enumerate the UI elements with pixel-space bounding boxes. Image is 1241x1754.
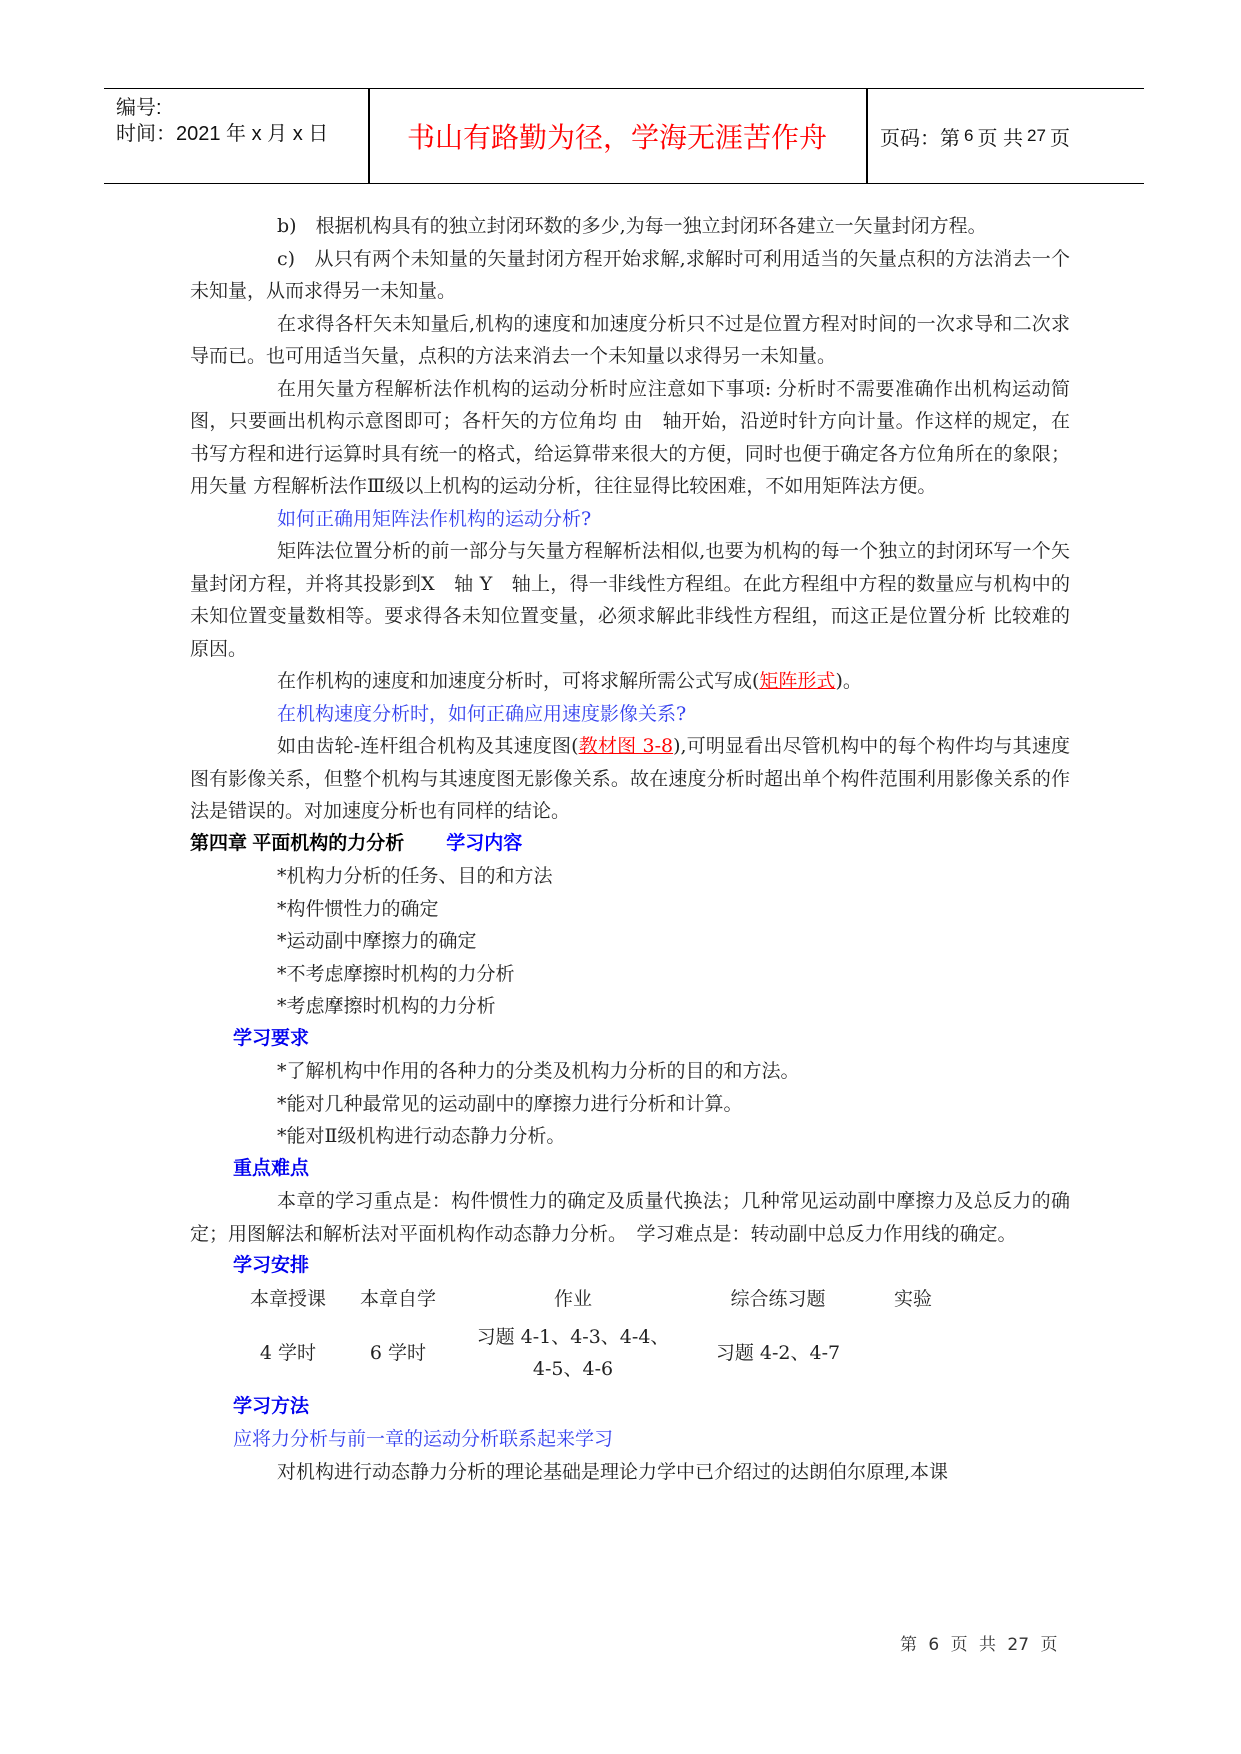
- page-prefix: 页码：第: [880, 127, 960, 150]
- list-item: *运动副中摩擦力的确定: [277, 930, 477, 952]
- page-mid: 页 共: [977, 127, 1024, 150]
- header-page-number: [870, 89, 1070, 183]
- list-item: *不考虑摩擦时机构的力分析: [277, 962, 515, 985]
- paragraph: 在求得各杆矢未知量后,机构的速度和加速度分析只不过是位置方程对时间的一次求导和二次求导而已。也可用适当矢量，点积的方法来消去一个未知量以求得另一未知量。: [190, 312, 1070, 367]
- paragraph: 矩阵法位置分析的前一部分与矢量方程解析法相似,也要为机构的每一个独立的封闭环写一个矢量封闭方程，并将其投影到X 轴 Y 轴上，得一非线性方程组。在此方程组中方程的数量应与机构中的未知位置变量数相等。要求得各未知位置变量，必须求解此非线性方程组，而这正是位置分析 比较难的原因。: [190, 540, 1070, 660]
- list-item: *了解机构中作用的各种力的分类及机构力分析的目的和方法。: [277, 1060, 800, 1082]
- page-suffix: 页: [1049, 127, 1070, 150]
- list-item: *能对几种最常见的运动副中的摩擦力进行分析和计算。: [277, 1092, 743, 1115]
- header-meta: [116, 95, 328, 147]
- paragraph: [190, 665, 1070, 698]
- content-list: [190, 860, 1070, 1023]
- text: 在作机构的速度和加速度分析时，可将求解所需公式写成(: [277, 670, 760, 692]
- text: )。: [835, 670, 862, 692]
- header-motto: 书山有路勤为径，学海无涯苦作舟: [406, 122, 827, 153]
- table-header: 综合练习题: [730, 1287, 826, 1310]
- requirements-list: [190, 1055, 1070, 1153]
- textbook-figure-link[interactable]: 教材图 3-8: [578, 735, 674, 757]
- paragraph-c: c) 从只有两个未知量的矢量封闭方程开始求解,求解时可利用适当的矢量点积的方法消去一个未知量，从而求得另一未知量。: [190, 247, 1070, 302]
- list-item: *构件惯性力的确定: [277, 897, 439, 920]
- document-number-label: 编号:: [116, 97, 162, 119]
- page-total: 27: [1027, 126, 1046, 145]
- table-header: 本章授课: [249, 1287, 326, 1310]
- table-header: 作业: [553, 1287, 592, 1310]
- question-heading: 如何正确用矩阵法作机构的运动分析?: [277, 507, 592, 530]
- document-body: [190, 210, 1070, 1488]
- section-key-points-heading: 重点难点: [233, 1157, 310, 1179]
- section-schedule-heading: 学习安排: [233, 1255, 310, 1276]
- table-cell: 6 学时: [369, 1341, 427, 1364]
- method-paragraph: 对机构进行动态静力分析的理论基础是理论力学中已介绍过的达朗伯尔原理,本课: [277, 1460, 949, 1483]
- table-cell: [863, 1315, 963, 1391]
- text: 如由齿轮-连杆组合机构及其速度图(: [277, 735, 579, 757]
- page-footer: 第 6 页 共 27 页: [900, 1635, 1058, 1655]
- chapter-title: 第四章 平面机构的力分析: [190, 832, 405, 854]
- header-divider: [866, 89, 868, 183]
- list-item: *机构力分析的任务、目的和方法: [277, 865, 553, 887]
- paragraph-b: b) 根据机构具有的独立封闭环数的多少,为每一独立封闭环各建立一矢量封闭方程。: [277, 215, 987, 237]
- table-cell: 习题 4-2、4-7: [715, 1341, 841, 1364]
- document-date: 时间：2021 年 x 月 x 日: [116, 123, 329, 145]
- schedule-table: [233, 1283, 963, 1391]
- table-header: 实验: [893, 1287, 932, 1310]
- table-row: [233, 1315, 963, 1391]
- table-header: 本章自学: [359, 1287, 436, 1310]
- question-heading: 在机构速度分析时，如何正确应用速度影像关系?: [277, 702, 687, 725]
- text: ),可明显看出尽管机构中的每个构件均与其速度图有影像关系，但整个机构与其速度图无影像关系。故在速度分析时超出单个构件范围利用影像关系的作法是错误的。对加速度分析也有同样的结论。: [190, 735, 1070, 822]
- table-cell: 习题 4-1、4-3、4-4、 4-5、4-6: [476, 1325, 670, 1380]
- key-points-paragraph: 本章的学习重点是：构件惯性力的确定及质量代换法；几种常见运动副中摩擦力及总反力的确定；用图解法和解析法对平面机构作动态静力分析。 学习难点是：转动副中总反力作用线的确定。: [190, 1190, 1070, 1245]
- table-header-row: [233, 1283, 963, 1315]
- page-current: 6: [964, 126, 974, 145]
- page-header: [104, 88, 1144, 184]
- section-requirements-heading: 学习要求: [233, 1027, 310, 1049]
- list-item: *考虑摩擦时机构的力分析: [277, 995, 496, 1017]
- paragraph: 在用矢量方程解析法作机构的运动分析时应注意如下事项: 分析时不需要准确作出机构运动简图，只要画出机构示意图即可；各杆矢的方位角均 由 轴开始，沿逆时针方向计量。作这样的规定，在书写方程和进行运算时具有统一的格式，给运算带来很大的方便，同时也便于确定各方位角所在的象限；用矢量 方程解析法作Ⅲ级以上机构的运动分析，往往显得比较困难，不如用矩阵法方便。: [190, 377, 1070, 497]
- chapter-heading: [190, 828, 1070, 861]
- paragraph: [190, 730, 1070, 828]
- list-item: *能对Ⅱ级机构进行动态静力分析。: [277, 1125, 566, 1147]
- method-subtitle: 应将力分析与前一章的运动分析联系起来学习: [233, 1428, 614, 1450]
- matrix-form-link[interactable]: 矩阵形式: [759, 670, 836, 692]
- section-method-heading: 学习方法: [233, 1395, 310, 1417]
- section-content-heading: 学习内容: [446, 832, 523, 854]
- table-cell: 4 学时: [259, 1341, 317, 1364]
